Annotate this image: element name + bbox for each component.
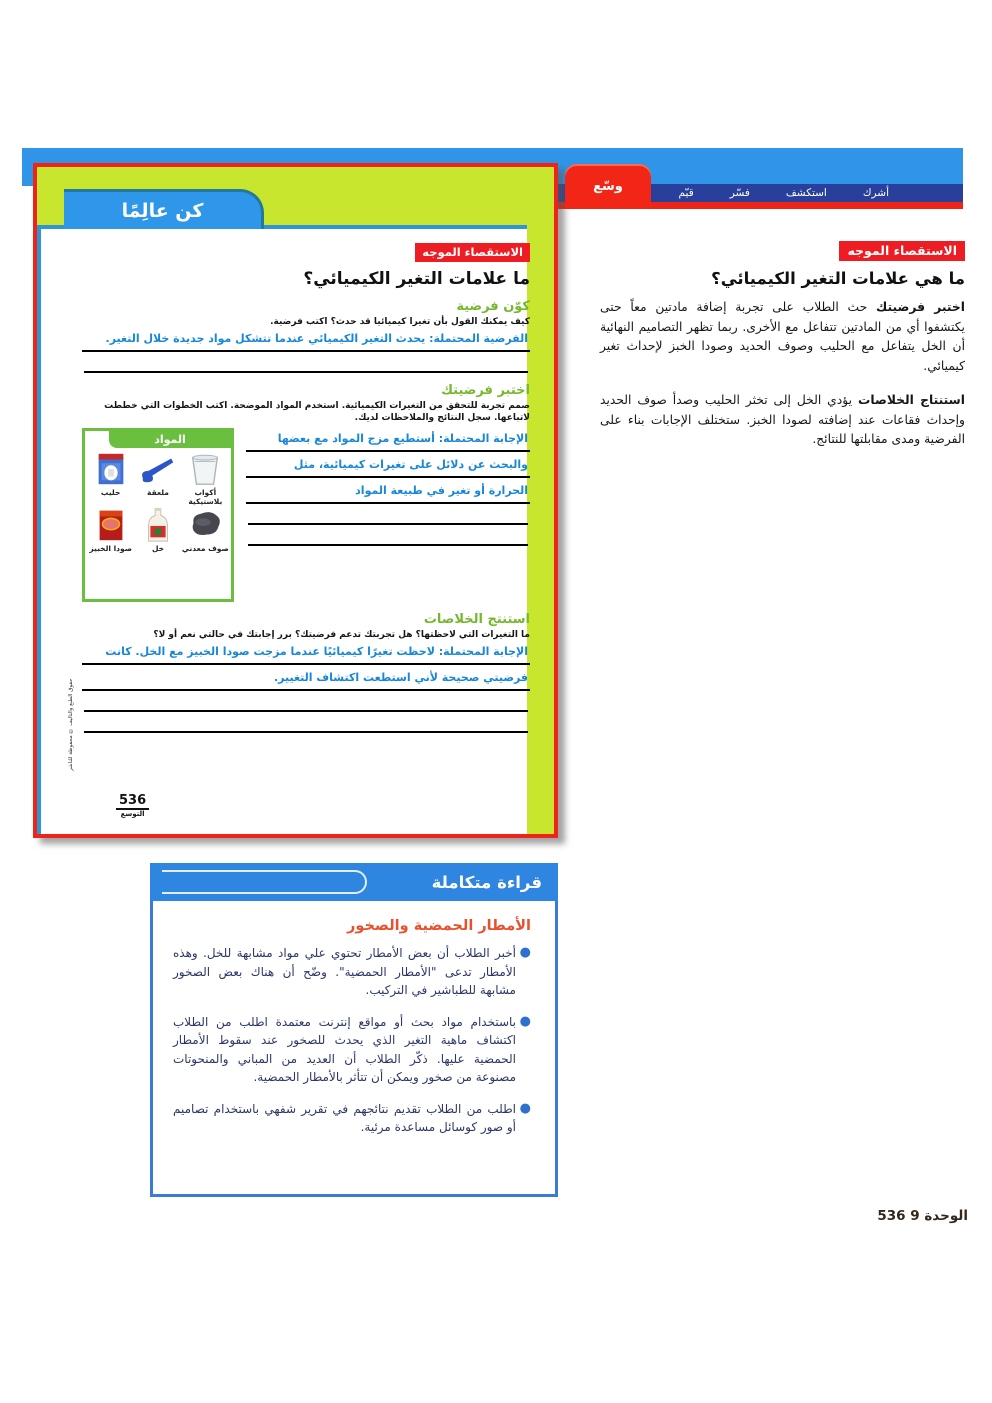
material-spoon: ملعقة [134, 450, 181, 506]
answer-line [84, 731, 528, 733]
spoon-icon [139, 450, 177, 488]
test-answer-line-2: والبحث عن دلائل على تغيرات كيميائية، مثل [246, 454, 530, 478]
worksheet-content [68, 229, 550, 830]
material-cups: أكواب بلاستيكية [182, 450, 229, 506]
guided-inquiry-badge: الاستقصاء الموجه [415, 243, 530, 262]
form-hypothesis-answer: الفرضية المحتملة: يحدث التغير الكيميائي عندما تتشكل مواد جديدة خلال التغير. [82, 328, 530, 352]
reading-bullet-3: ● اطلب من الطلاب تقديم نتائجهم في تقرير شفهي باستخدام تصاميم أو صور كوسائل مساعدة مرئية. [173, 1100, 531, 1134]
teacher-notes-title: ما هي علامات التغير الكيميائي؟ [711, 269, 965, 288]
material-baking-soda: صودا الخبيز [87, 506, 134, 553]
integrated-reading-banner [150, 863, 558, 901]
answer-line [248, 523, 528, 525]
copyright-vertical-text: حقوق الطبع والتأليف © محفوظة للناشر [68, 679, 74, 772]
test-hypothesis-note: اختبر فرضيتك حث الطلاب على تجربة إضافة مادتين معاً حتى يكتشفوا أي من المادتين تتفاعل مع الأخرى. ربما تظهر التصاميم النهائية أن الخل يتفاعل مع الحليب وصوف الحديد وصودا الخبز لإحداث تغير كيميائي. [600, 300, 965, 373]
draw-conclusions-prompt: ما التغيرات التي لاحظتها؟ هل تجربتك تدعم فرضيتك؟ برر إجابتك في حالتي نعم أو لا؟ [153, 630, 530, 640]
answer-line [84, 710, 528, 712]
bullet-dot-icon: ● [519, 1013, 531, 1029]
material-steel-wool: صوف معدني [182, 506, 229, 553]
test-hypothesis-prompt: صمم تجربة للتحقق من التغيرات الكيميائية. استخدم المواد الموضحة. اكتب الخطوات التي خططت لاتباعها. سجل النتائج والملاحظات لديك. [104, 401, 530, 423]
test-hypothesis-heading: اختبر فرضيتك [441, 383, 530, 398]
worksheet-page-number: 536 [116, 793, 149, 810]
guided-inquiry-badge: الاستقصاء الموجه [839, 241, 965, 261]
conclusion-answer-line-1: الإجابة المحتملة: لاحظت تغيرًا كيميائيًا عندما مزجت صودا الخبيز مع الخل. كانت [82, 641, 530, 665]
materials-title: المواد [109, 431, 231, 448]
bullet-dot-icon: ● [519, 1100, 531, 1116]
milk-carton-icon [92, 450, 130, 488]
tab-extend-active[interactable]: وسّع [565, 164, 651, 209]
tab-explore[interactable]: استكشف [785, 187, 827, 199]
test-answer-line-3: الحرارة أو تغير في طبيعة المواد [246, 480, 530, 504]
baking-soda-icon [92, 506, 130, 544]
draw-conclusions-heading: استنتج الخلاصات [423, 612, 530, 627]
material-milk: حليب [87, 450, 134, 506]
tab-engage[interactable]: أشرك [862, 187, 889, 199]
page-footer: 536 الوحدة 9 [877, 1208, 968, 1224]
be-a-scientist-banner: كن عالِمًا [64, 189, 264, 229]
worksheet-page-section: التوسع [120, 810, 145, 818]
tab-explain[interactable]: فسّر [729, 187, 750, 199]
form-hypothesis-heading: كوّن فرضية [456, 299, 530, 314]
steel-wool-icon [186, 506, 224, 544]
reading-bullet-2: ● باستخدام مواد بحث أو مواقع إنترنت معتمدة اطلب من الطلاب اكتشاف ماهية التغير الذي يحدث للصخور عند سقوط الأمطار الحمضية عليها. ذكّر الطلاب أن العديد من المباني والمنحوتات مصنوعة من صخور ويمكن أن تتأثر بالأمطار الحمضية. [173, 1013, 531, 1084]
integrated-reading-box [150, 901, 558, 1197]
draw-conclusions-note: استنتاج الخلاصات يؤدي الخل إلى تخثر الحليب وصدأ صوف الحديد وإحداث فقاعات عند إضافته لصودا الخبز. ستختلف الإجابات بناء على الفرضية ومدى مقابلتها للنتائج. [600, 393, 965, 446]
material-vinegar: خل [134, 506, 181, 553]
worksheet-title: ما علامات التغير الكيميائي؟ [303, 269, 530, 289]
worksheet-page-footer [116, 789, 149, 818]
bullet-dot-icon: ● [519, 945, 531, 960]
answer-line [248, 544, 528, 546]
conclusion-answer-line-2: فرضيتي صحيحة لأني استطعت اكتشاف التغيير. [82, 667, 530, 691]
answer-line [84, 371, 528, 373]
reading-bullet-1: ● أخبر الطلاب أن بعض الأمطار تحتوي علي مواد مشابهة للخل. وهذه الأمطار تدعى "الأمطار الحمضية". وضّح أن هناك بعض الصخور مشابهة للطباشير في التركيب. [173, 945, 531, 997]
acid-rain-heading: الأمطار الحمضية والصخور [347, 918, 531, 934]
tab-evaluate[interactable]: قيّم [678, 187, 694, 199]
test-answer-line-1: الإجابة المحتملة: أستطيع مزج المواد مع بعضها [246, 428, 530, 452]
integrated-reading-banner-label: قراءة متكاملة [431, 872, 542, 892]
vinegar-bottle-icon [139, 506, 177, 544]
form-hypothesis-prompt: كيف يمكنك القول بأن تغيرا كيميائيا قد حدث؟ اكتب فرضية. [270, 317, 530, 327]
plastic-cups-icon [186, 450, 224, 488]
banner-notch-shape [162, 870, 367, 894]
student-worksheet-box [33, 163, 558, 838]
teacher-notes-column [600, 240, 965, 465]
materials-box [82, 428, 234, 602]
